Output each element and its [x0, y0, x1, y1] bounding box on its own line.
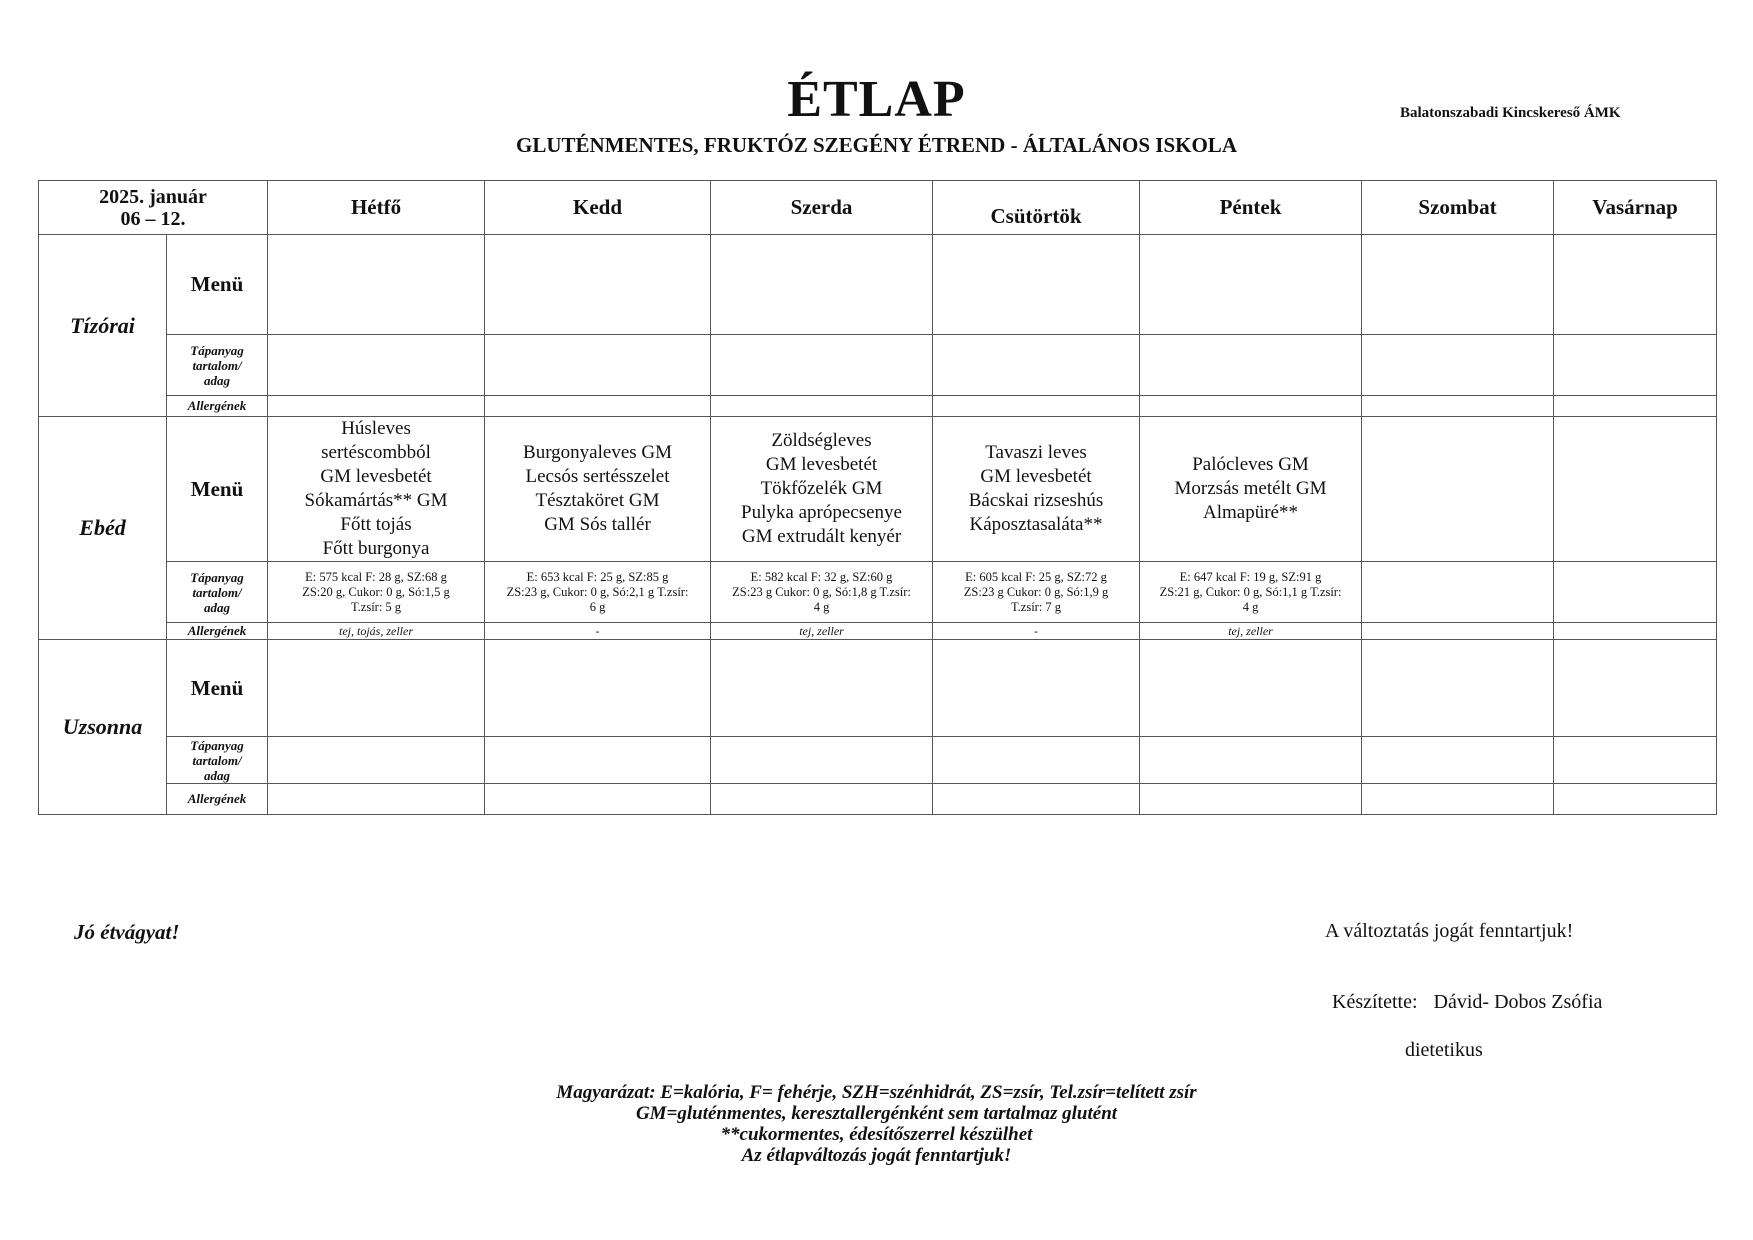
nutrition-cell — [711, 335, 933, 396]
date-line-month: 2025. január — [99, 185, 207, 208]
allergen-cell — [1554, 396, 1717, 417]
menu-cell-saturday — [1362, 417, 1554, 562]
allergen-cell-sunday — [1554, 623, 1717, 640]
allergen-cell — [1140, 396, 1362, 417]
nutrition-cell-monday: E: 575 kcal F: 28 g, SZ:68 g ZS:20 g, Cukor: 0 g, Só:1,5 g T.zsír: 5 g — [268, 562, 485, 623]
allergen-cell — [933, 396, 1140, 417]
nutrition-cell — [1554, 737, 1717, 784]
allergen-cell — [268, 396, 485, 417]
legend — [0, 1082, 1753, 1166]
day-header-friday: Péntek — [1140, 181, 1362, 235]
page-title: ÉTLAP — [787, 71, 966, 128]
allergen-cell-wednesday: tej, zeller — [711, 623, 933, 640]
menu-cell — [1554, 640, 1717, 737]
author-label: Készítette: — [1332, 991, 1418, 1013]
legend-line: **cukormentes, édesítőszerrel készülhet — [720, 1124, 1033, 1145]
day-header-thursday: Csütörtök — [933, 181, 1140, 235]
menu-cell — [933, 235, 1140, 335]
nutrition-cell — [485, 335, 711, 396]
nutrition-cell-sunday — [1554, 562, 1717, 623]
allergen-cell — [1140, 784, 1362, 815]
nutrition-cell — [1362, 737, 1554, 784]
nutrition-cell — [268, 335, 485, 396]
allergen-cell — [1362, 784, 1554, 815]
menu-cell — [1554, 235, 1717, 335]
menu-cell — [1362, 235, 1554, 335]
nutrition-cell-tuesday: E: 653 kcal F: 25 g, SZ:85 g ZS:23 g, Cukor: 0 g, Só:2,1 g T.zsír: 6 g — [485, 562, 711, 623]
author-name: Dávid- Dobos Zsófia — [1433, 991, 1603, 1013]
author-role: dietetikus — [1405, 1039, 1483, 1061]
nutrition-cell — [933, 737, 1140, 784]
meal-label-uzsonna: Uzsonna — [39, 640, 167, 815]
menu-cell-wednesday: Zöldségleves GM levesbetét Tökfőzelék GM Pulyka aprópecsenye GM extrudált kenyér — [711, 417, 933, 562]
nutrition-cell — [485, 737, 711, 784]
menu-cell-sunday — [1554, 417, 1717, 562]
nutrition-cell — [1554, 335, 1717, 396]
row-label-menu: Menü — [167, 235, 268, 335]
row-label-nutrition: Tápanyag tartalom/ adag — [167, 562, 268, 623]
allergen-cell — [933, 784, 1140, 815]
nutrition-cell — [1140, 335, 1362, 396]
row-label-menu: Menü — [167, 417, 268, 562]
allergen-cell-tuesday: - — [485, 623, 711, 640]
menu-cell — [268, 640, 485, 737]
nutrition-cell — [1140, 737, 1362, 784]
menu-cell — [1140, 640, 1362, 737]
nutrition-cell — [268, 737, 485, 784]
nutrition-cell-saturday — [1362, 562, 1554, 623]
menu-cell-monday: Húsleves sertéscombból GM levesbetét Sókamártás** GM Főtt tojás Főtt burgonya — [268, 417, 485, 562]
nutrition-cell-thursday: E: 605 kcal F: 25 g, SZ:72 g ZS:23 g Cukor: 0 g, Só:1,9 g T.zsír: 7 g — [933, 562, 1140, 623]
menu-cell — [711, 235, 933, 335]
row-label-menu: Menü — [167, 640, 268, 737]
meal-label-tizorai: Tízórai — [39, 235, 167, 417]
nutrition-cell — [933, 335, 1140, 396]
allergen-cell — [1554, 784, 1717, 815]
allergen-cell-friday: tej, zeller — [1140, 623, 1362, 640]
nutrition-cell-friday: E: 647 kcal F: 19 g, SZ:91 g ZS:21 g, Cukor: 0 g, Só:1,1 g T.zsír: 4 g — [1140, 562, 1362, 623]
page-subtitle: GLUTÉNMENTES, FRUKTÓZ SZEGÉNY ÉTREND - ÁLTALÁNOS ISKOLA — [516, 133, 1237, 157]
row-label-allergens: Allergének — [167, 396, 268, 417]
menu-cell-thursday: Tavaszi leves GM levesbetét Bácskai rizseshús Káposztasaláta** — [933, 417, 1140, 562]
organization-name: Balatonszabadi Kincskereső ÁMK — [1400, 105, 1621, 121]
allergen-cell — [485, 396, 711, 417]
menu-cell-tuesday: Burgonyaleves GM Lecsós sertésszelet Tésztaköret GM GM Sós tallér — [485, 417, 711, 562]
meal-label-ebed: Ebéd — [39, 417, 167, 640]
author-line — [1332, 991, 1602, 1014]
menu-cell — [485, 235, 711, 335]
date-line-days: 06 – 12. — [120, 207, 186, 230]
day-header-sunday: Vasárnap — [1554, 181, 1717, 235]
date-range-cell — [39, 181, 268, 235]
legend-line: Magyarázat: E=kalória, F= fehérje, SZH=szénhidrát, ZS=zsír, Tel.zsír=telített zsír — [556, 1082, 1197, 1103]
menu-cell — [933, 640, 1140, 737]
row-label-allergens: Allergének — [167, 623, 268, 640]
allergen-cell-thursday: - — [933, 623, 1140, 640]
row-label-allergens: Allergének — [167, 784, 268, 815]
legend-line: GM=gluténmentes, keresztallergénként sem tartalmaz glutént — [635, 1103, 1118, 1124]
row-label-nutrition: Tápanyag tartalom/ adag — [167, 737, 268, 784]
greeting: Jó étvágyat! — [74, 920, 180, 944]
menu-cell — [485, 640, 711, 737]
menu-cell — [1140, 235, 1362, 335]
legend-line: Az étlapváltozás jogát fenntartjuk! — [741, 1145, 1012, 1166]
row-label-nutrition: Tápanyag tartalom/ adag — [167, 335, 268, 396]
menu-cell-friday: Palócleves GM Morzsás metélt GM Almapüré** — [1140, 417, 1362, 562]
allergen-cell — [1362, 396, 1554, 417]
day-header-tuesday: Kedd — [485, 181, 711, 235]
allergen-cell — [711, 396, 933, 417]
menu-cell — [1362, 640, 1554, 737]
day-header-saturday: Szombat — [1362, 181, 1554, 235]
menu-cell — [268, 235, 485, 335]
nutrition-cell — [1362, 335, 1554, 396]
day-header-wednesday: Szerda — [711, 181, 933, 235]
nutrition-cell — [711, 737, 933, 784]
menu-table — [38, 180, 1717, 815]
allergen-cell-monday: tej, tojás, zeller — [268, 623, 485, 640]
allergen-cell — [268, 784, 485, 815]
day-header-monday: Hétfő — [268, 181, 485, 235]
menu-cell — [711, 640, 933, 737]
rights-notice: A változtatás jogát fenntartjuk! — [1325, 920, 1574, 942]
nutrition-cell-wednesday: E: 582 kcal F: 32 g, SZ:60 g ZS:23 g Cukor: 0 g, Só:1,8 g T.zsír: 4 g — [711, 562, 933, 623]
allergen-cell — [485, 784, 711, 815]
allergen-cell-saturday — [1362, 623, 1554, 640]
allergen-cell — [711, 784, 933, 815]
